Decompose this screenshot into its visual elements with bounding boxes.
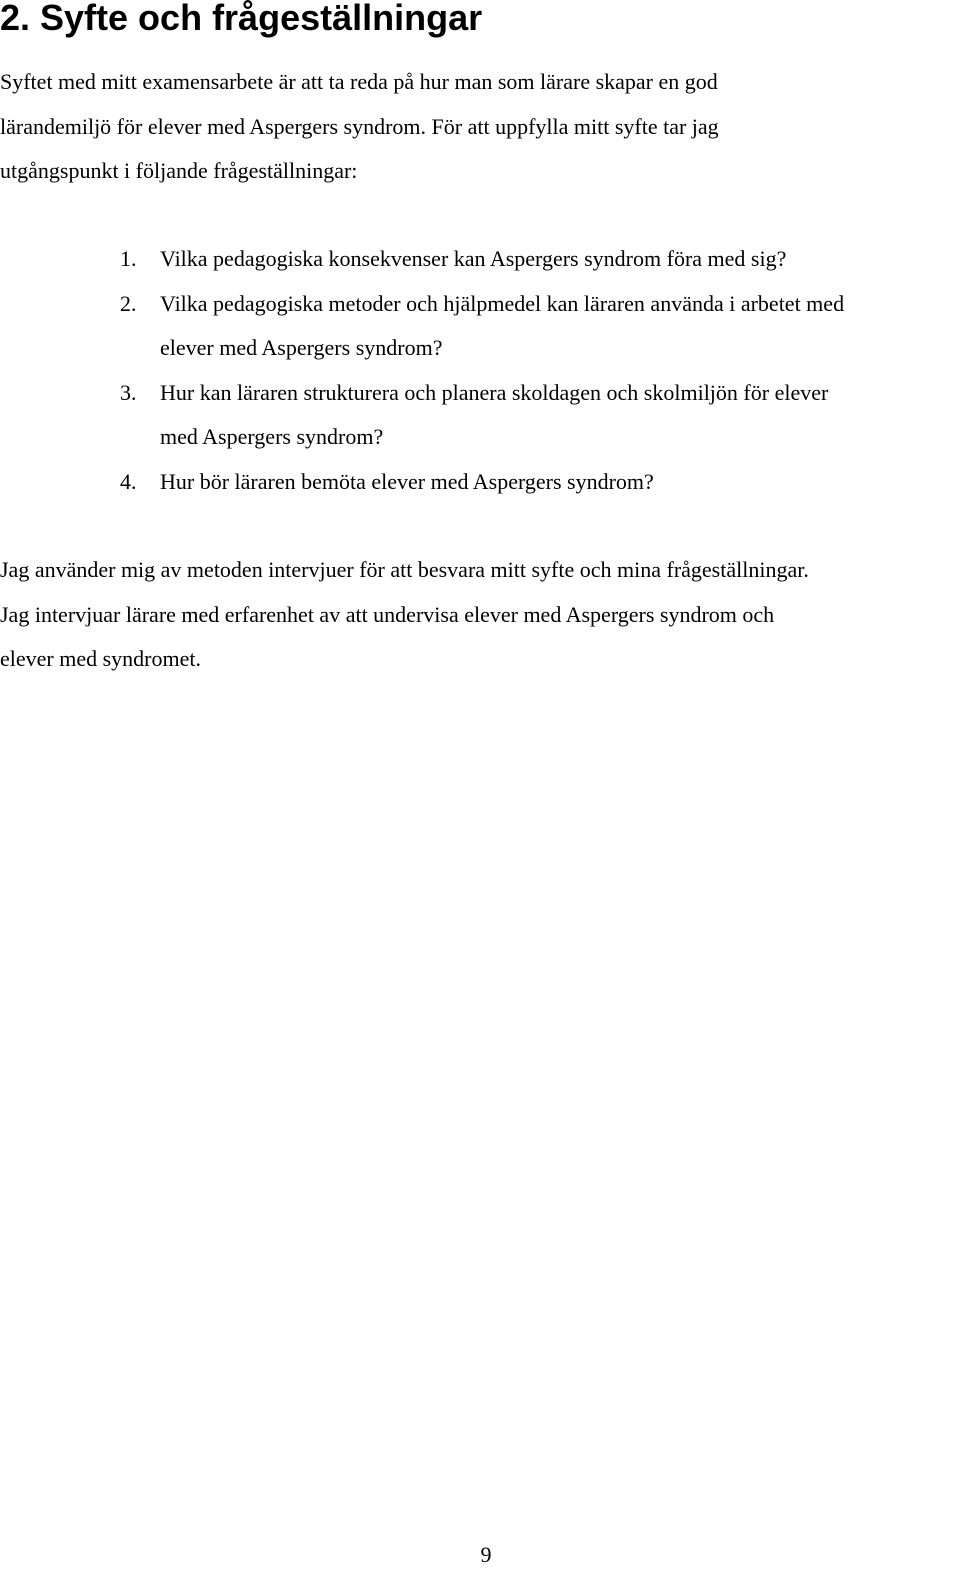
intro-line: Syftet med mitt examensarbete är att ta reda på hur man som lärare skapar en god (0, 69, 718, 94)
section-heading: 2. Syfte och frågeställningar (0, 0, 483, 38)
question-number: 1. (120, 246, 137, 271)
question-text: Vilka pedagogiska konsekvenser kan Aspergers syndrom föra med sig? (160, 246, 787, 271)
question-item-1 (0, 237, 960, 282)
question-item-4 (0, 460, 960, 505)
question-text: elever med Aspergers syndrom? (160, 335, 443, 361)
question-text: Vilka pedagogiska metoder och hjälpmedel kan läraren använda i arbetet med (160, 290, 845, 316)
method-line: Jag intervjuar lärare med erfarenhet av att undervisa elever med Aspergers syndrom och (0, 601, 775, 627)
method-line: Jag använder mig av metoden intervjuer för att besvara mitt syfte och mina frågeställningar. (0, 557, 809, 582)
method-paragraph (0, 548, 960, 682)
question-number: 2. (120, 290, 137, 316)
question-number: 4. (120, 468, 137, 494)
method-line: elever med syndromet. (0, 646, 201, 672)
intro-line: utgångspunkt i följande frågeställningar: (0, 158, 358, 184)
question-number: 3. (120, 379, 137, 405)
question-text: Hur bör läraren bemöta elever med Aspergers syndrom? (160, 468, 654, 494)
intro-paragraph (0, 60, 900, 194)
question-list (0, 237, 960, 505)
question-text: Hur kan läraren strukturera och planera skoldagen och skolmiljön för elever (160, 379, 829, 405)
page-number: 9 (480, 1542, 492, 1567)
question-text: med Aspergers syndrom? (160, 424, 384, 450)
question-item-3 (0, 371, 960, 460)
intro-line: lärandemiljö för elever med Aspergers syndrom. För att uppfylla mitt syfte tar jag (0, 113, 719, 139)
question-item-2 (0, 282, 960, 371)
